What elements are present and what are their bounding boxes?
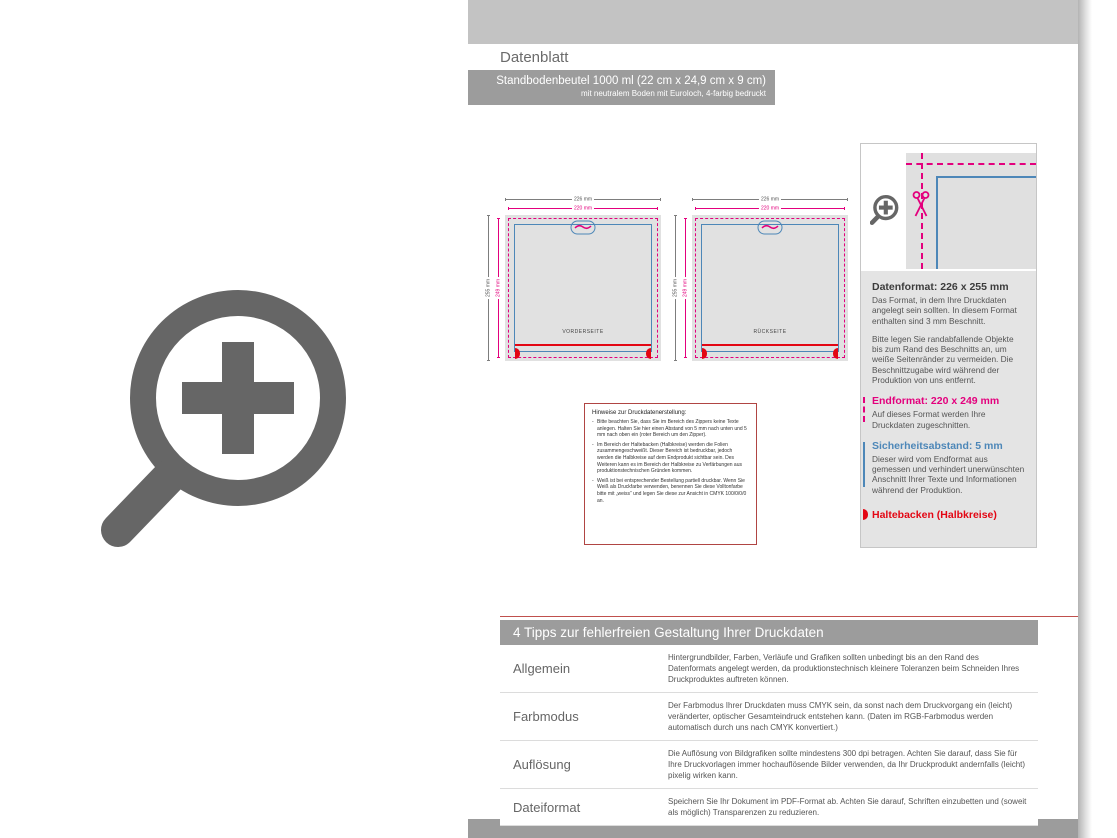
- tip-label: Farbmodus: [513, 709, 579, 725]
- tip-label: Auflösung: [513, 757, 571, 773]
- pouch-back-drawing: [672, 196, 848, 361]
- corner-detail-image: [861, 144, 1036, 271]
- note-item: - Im Bereich der Haltebacken (Halbkreise) werden die Folien zusammengeschweißt. Dieser Bereich ist bedruckbar, jedoch werden die Halbkreise auf dem Endprodukt sichtbar sein. Des Weiteren kann es im Bereich der Halbkreise zu Verfärbungen aus produktionstechnischen Gründen kommen.: [592, 442, 749, 475]
- dim-width-datenformat: 226 mm: [692, 199, 848, 200]
- product-title-bar: [468, 70, 775, 105]
- notes-title: Hinweise zur Druckdatenerstellung:: [592, 410, 687, 416]
- datenformat-title: Datenformat: 226 x 255 mm: [872, 281, 1009, 293]
- haltebacken-right: [646, 348, 651, 359]
- dim-height-datenformat: 255 mm: [488, 215, 489, 361]
- top-band: [468, 0, 1078, 44]
- haltebacken-right: [833, 348, 838, 359]
- endformat-title: Endformat: 220 x 249 mm: [872, 395, 1000, 408]
- scissors-icon: [912, 190, 930, 220]
- table-row: [500, 693, 1038, 741]
- dim-width-datenformat: 226 mm: [505, 199, 661, 200]
- safety-line-detail: [936, 176, 1036, 178]
- endformat-text: Auf dieses Format werden Ihre Druckdaten zugeschnitten.: [872, 409, 986, 430]
- tip-label: Allgemein: [513, 661, 571, 677]
- product-title: Standbodenbeutel 1000 ml (22 cm x 24,9 cm x 9 cm): [496, 75, 766, 87]
- datenformat-text: Bitte legen Sie randabfallende Objekte bis zum Rand des Beschnitts an, um weiße Seitenränder zu vermeiden. Die Beschnittzugabe wird während der Produktion von uns entfernt.: [872, 333, 1014, 385]
- sicherheitsabstand-section: [872, 440, 1025, 495]
- sicherheitsabstand-text: Dieser wird vom Endformat aus gemessen und verhindert unerwünschten Anschnitt Ihrer Texte und Informationen während der Produktion.: [872, 453, 1025, 495]
- tips-accent-line: [500, 616, 1078, 617]
- tip-label: Dateiformat: [513, 799, 581, 815]
- tip-text: Die Auflösung von Bildgrafiken sollte mindestens 300 dpi betragen. Achten Sie darauf, dass Sie für Ihre Druckvorlagen immer hochauflösende Bilder verwenden, da Ihr Druckprodukt andernfalls (leicht) pixelig wirken kann.: [668, 749, 1026, 781]
- dim-width-endformat: 220 mm: [695, 208, 845, 209]
- note-item: - Bitte beachten Sie, dass Sie im Bereich des Zippers keine Texte anlegen. Halten Sie hier einen Abstand von 5 mm nach unten und 5 mm nach oben ein (roter Bereich um den Zipper).: [592, 419, 749, 439]
- table-row: [500, 741, 1038, 789]
- tips-table-title: 4 Tipps zur fehlerfreien Gestaltung Ihrer Druckdaten: [500, 620, 1038, 645]
- format-info-text: [861, 271, 1036, 547]
- zoom-plus-icon: [100, 280, 362, 558]
- page-shadow: [1078, 0, 1092, 838]
- dim-height-endformat: 249 mm: [498, 218, 499, 358]
- format-info-panel: [860, 143, 1037, 548]
- tips-table: [500, 620, 1038, 826]
- pouch-side-label: VORDERSEITE: [562, 329, 604, 335]
- print-notes-box: [584, 403, 757, 545]
- euroloch-icon: [757, 220, 783, 235]
- tip-text: Hintergrundbilder, Farben, Verläufe und Grafiken sollten unbedingt bis an den Rand des Datenformats angelegt werden, da produktionstechnisch kleinere Toleranzen beim Schneiden Ihres Druckproduktes auftreten können.: [668, 653, 1020, 685]
- safety-line-detail: [936, 176, 938, 269]
- datenformat-text: Das Format, in dem Ihre Druckdaten angelegt sein sollten. In diesem Format enthalten sind 3 mm Beschnitt.: [872, 295, 1017, 326]
- tip-text: Speichern Sie Ihr Dokument im PDF-Format ab. Achten Sie darauf, Schriften einzubetten und (soweit als möglich) Transparenzen zu reduzieren.: [668, 797, 1027, 818]
- dim-height-datenformat: 255 mm: [675, 215, 676, 361]
- note-item: - Weiß ist bei entsprechender Bestellung partiell druckbar. Wenn Sie Weiß als Druckfarbe verwenden, benennen Sie diese Volltonfarbe bitte mit „weiss“ und legen Sie diese zur Ansicht in CMYK 100/0/0/0 an.: [592, 478, 749, 504]
- table-row: [500, 645, 1038, 693]
- pouch-side-label: RÜCKSEITE: [753, 329, 787, 335]
- euroloch-icon: [570, 220, 596, 235]
- zipper-line: [515, 344, 651, 346]
- zoom-plus-icon: [870, 194, 900, 226]
- product-subtitle: mit neutralem Boden mit Euroloch, 4-farbig bedruckt: [581, 89, 766, 98]
- datenformat-section: [872, 281, 1025, 385]
- dim-width-endformat: 220 mm: [508, 208, 658, 209]
- endformat-section: [872, 395, 1025, 430]
- tip-text: Der Farbmodus Ihrer Druckdaten muss CMYK sein, da sonst nach dem Druckvorgang ein (leicht) veränderter, optischer Gesamteindruck entstehen kann. (Daten im RGB-Farbmodus werden automatisch durch uns nach CMYK konvertiert.): [668, 701, 1013, 733]
- haltebacken-label: Haltebacken (Halbkreise): [872, 509, 1025, 521]
- cut-line-detail: [906, 163, 1036, 165]
- datasheet-sheet: [468, 0, 1078, 838]
- dim-height-endformat: 249 mm: [685, 218, 686, 358]
- sicherheitsabstand-title: Sicherheitsabstand: 5 mm: [872, 439, 1003, 452]
- table-row: [500, 789, 1038, 826]
- pouch-front-drawing: [485, 196, 661, 361]
- zipper-line: [702, 344, 838, 346]
- sheet-title: Datenblatt: [489, 46, 592, 69]
